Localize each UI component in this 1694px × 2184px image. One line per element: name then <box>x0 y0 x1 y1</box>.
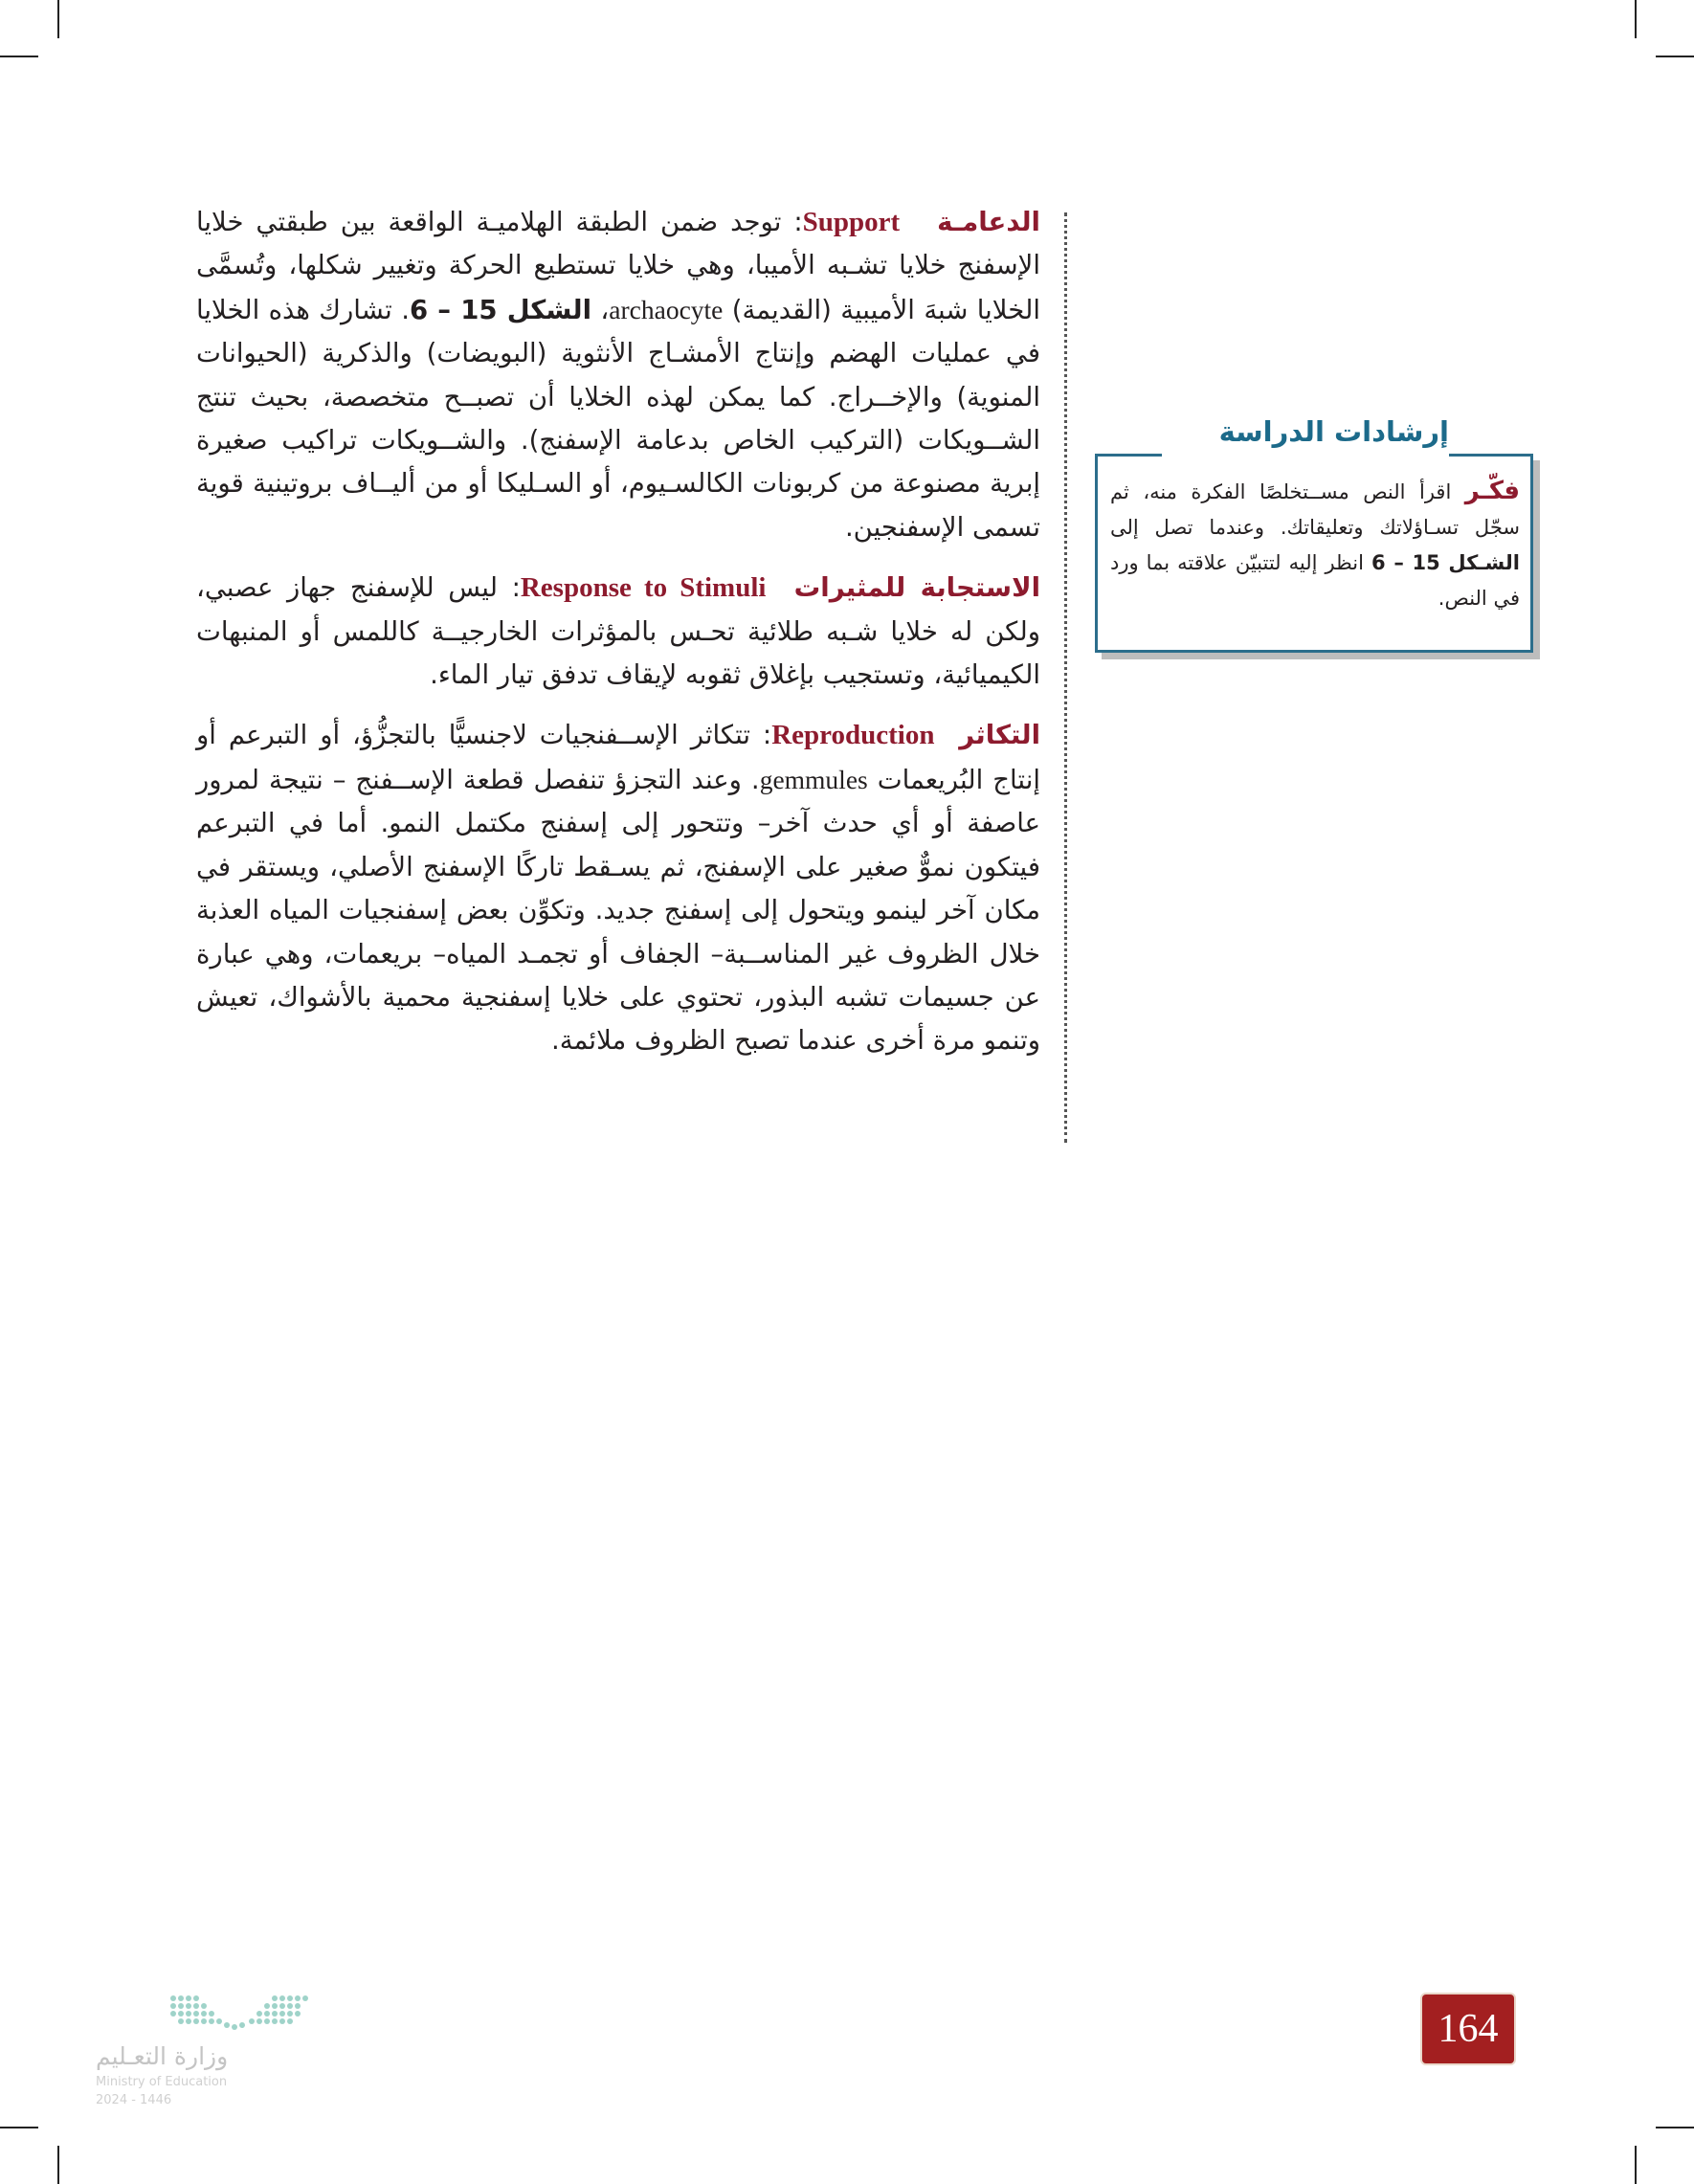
section-title-ar: الدعامـة <box>937 207 1040 237</box>
paragraph-text: . تشارك هذه الخلايا في عمليات الهضم وإنتاج الأمشـاج الأنثوية (البويضات) والذكرية (الحيوانات المنوية) والإخــراج. كما يمكن لهذه الخلايا أن تصبــح متخصصة، بحيث تنتج الشــويكات (التركيب الخاص بدعامة الإسفنج). والشــويكات تراكيب صغيرة إبرية مصنوعة من كربونات الكالسـيوم، أو السـليكا أو من أليــاف بروتينية قوية تسمى الإسفنجين. <box>196 294 1040 543</box>
figure-reference: الشكل 15 – 6 <box>409 294 592 325</box>
section-title-en: Reproduction <box>771 720 935 751</box>
logo-dots-icon <box>167 1991 311 2037</box>
crop-mark <box>1635 2146 1637 2184</box>
crop-mark <box>1656 56 1694 57</box>
paragraph-response <box>196 567 1040 697</box>
ministry-logo <box>96 1991 325 2115</box>
term-en: gemmules <box>759 764 868 794</box>
crop-mark <box>1656 2127 1694 2128</box>
crop-mark <box>57 2146 59 2184</box>
paragraph-text: : ليس للإسفنج جهاز عصبي، ولكن له خلايا شـبه طلائية تحـس بالمؤثرات الخارجيــة كاللمس أو المنبهات الكيميائية، وتستجيب بإغلاق ثقوبه لإيقاف تدفق تيار الماء. <box>196 572 1040 691</box>
logo-english-text: Ministry of Education <box>96 2075 228 2089</box>
section-title-ar: الاستجابة للمثيرات <box>793 572 1040 604</box>
figure-reference: الشـكل 15 – 6 <box>1371 551 1520 574</box>
crop-mark <box>57 0 59 38</box>
paragraph-text: : توجد ضمن الطبقة الهلاميـة الواقعة بين طبقتي خلايا الإسفنج خلايا تشـبه الأميبا، وهي خلايا تستطيع الحركة وتغيير شكلها، وتُسمَّى الخلايا شبهَ الأميبية (القديمة) <box>196 207 1040 325</box>
section-title-en: Support <box>802 207 901 237</box>
crop-mark <box>0 56 38 57</box>
paragraph-text: ، <box>591 294 610 325</box>
logo-arabic-text: وزارة التعـليم <box>96 2042 229 2070</box>
paragraph-reproduction <box>196 714 1040 1062</box>
column-divider <box>1064 212 1067 1143</box>
paragraph-support <box>196 201 1040 549</box>
study-guide-body: اقرأ النص مســتخلصًا الفكرة منه، ثم سجّل تسـاؤلاتك وتعليقاتك. وعندما تصل إلى <box>1110 480 1520 539</box>
paragraph-text: . وعند التجزؤ تنفصل قطعة الإســفنج – نتيجة لمرور عاصفة أو أي حدث آخر– وتتحور إلى إسفنج مكتمل النمو. أما في التبرعم فيتكون نموٌّ صغير على الإسفنج، ثم يسـقط تاركًا الإسفنج الأصلي، ويستقر في مكان آخر لينمو ويتحول إلى إسفنج جديد. وتكوِّن بعض إسفنجيات المياه العذبة خلال الظروف غير المناســبة– الجفاف أو تجمـد المياه– بريعمات، وهي عبارة عن جسيمات تشبه البذور، تحتوي على خلايا إسفنجية محمية بالأشواك، تعيش وتنمو مرة أخرى عندما تصبح الظروف ملائمة. <box>196 764 1040 1057</box>
main-text-column <box>196 201 1040 1081</box>
study-guide-text <box>1110 474 1520 616</box>
study-guide-title: إرشادات الدراسة <box>1218 415 1449 448</box>
page-number: 164 <box>1422 1995 1514 2063</box>
study-guide-title-gap <box>1162 448 1449 457</box>
term-en: archaocyte <box>609 294 724 324</box>
crop-mark <box>1635 0 1637 38</box>
study-guide-body: انظر إليه لتتبيّن علاقته بما ورد في النص. <box>1110 551 1520 610</box>
section-title-en: Response to Stimuli <box>520 572 767 604</box>
crop-mark <box>0 2127 38 2128</box>
section-title-ar: التكاثر <box>959 720 1040 751</box>
logo-year: 2024 - 1446 <box>96 2093 172 2107</box>
think-label: فكّـر <box>1464 477 1520 505</box>
paragraph-text: : تتكاثر الإســفنجيات لاجنسيًّا بالتجزُّؤ، أو التبرعم أو إنتاج البُريعمات <box>196 720 1040 795</box>
